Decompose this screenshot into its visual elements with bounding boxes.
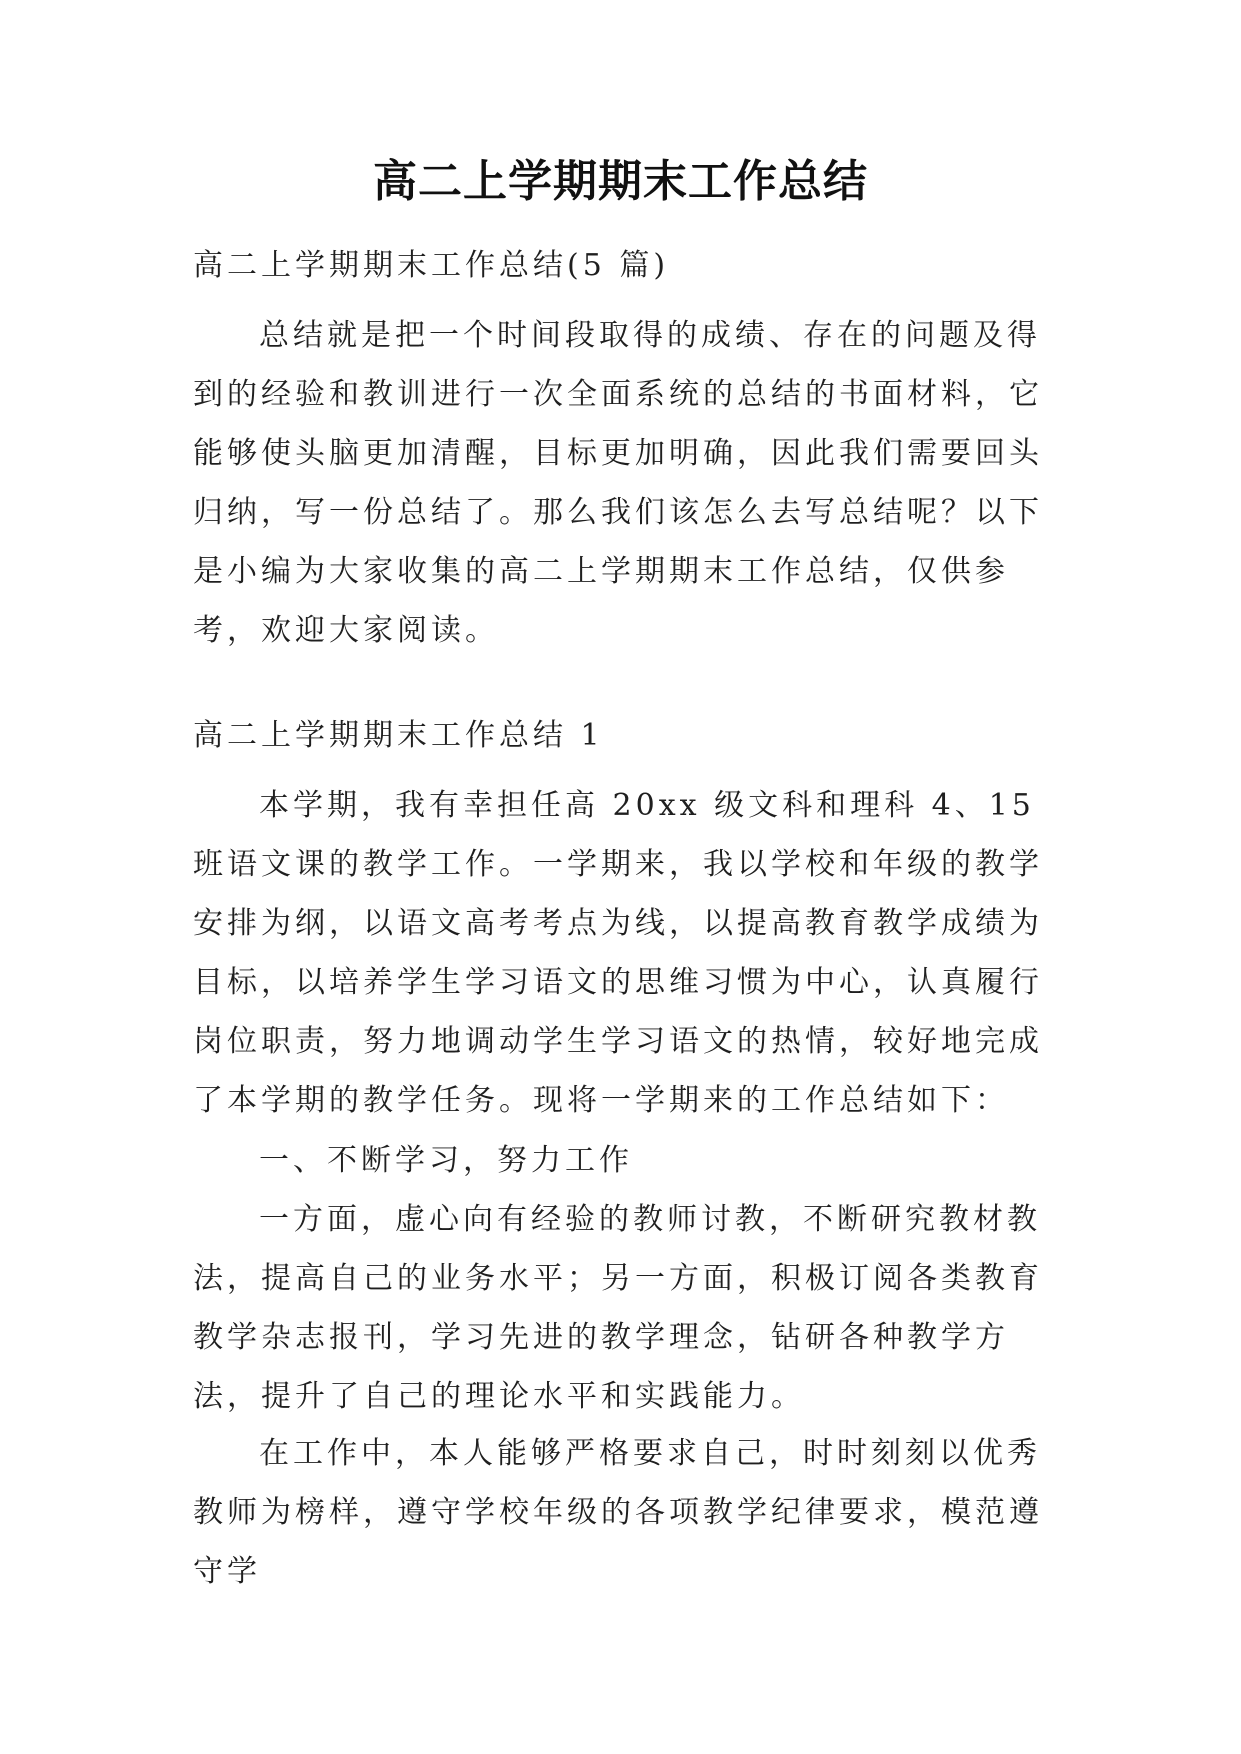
document-title: 高二上学期期末工作总结: [373, 156, 868, 207]
section-heading-1: 高二上学期期末工作总结 1: [193, 718, 604, 753]
section-1-paragraph-2: 一方面，虚心向有经验的教师讨教，不断研究教材教法，提高自己的业务水平；另一方面，积极订阅各类教育教学杂志报刊，学习先进的教学理念，钻研各种教学方法，提升了自己的理论水平和实践能力。: [193, 1202, 1043, 1414]
section-1-subheading-1: 一、不断学习，努力工作: [259, 1143, 633, 1178]
document-subtitle: 高二上学期期末工作总结(5 篇): [193, 248, 670, 283]
section-1-paragraph-1: 本学期，我有幸担任高 20xx 级文科和理科 4、15 班语文课的教学工作。一学期来，我以学校和年级的教学安排为纲，以语文高考考点为线，以提高教育教学成绩为目标，以培养学生学习语文的思维习惯为中心，认真履行岗位职责，努力地调动学生学习语文的热情，较好地完成了本学期的教学任务。现将一学期来的工作总结如下：: [193, 788, 1043, 1118]
section-1-paragraph-3: 在工作中，本人能够严格要求自己，时时刻刻以优秀教师为榜样，遵守学校年级的各项教学纪律要求，模范遵守学: [193, 1436, 1043, 1589]
intro-paragraph: 总结就是把一个时间段取得的成绩、存在的问题及得到的经验和教训进行一次全面系统的总结的书面材料，它能够使头脑更加清醒，目标更加明确，因此我们需要回头归纳，写一份总结了。那么我们该怎么去写总结呢？以下是小编为大家收集的高二上学期期末工作总结，仅供参考，欢迎大家阅读。: [193, 318, 1043, 648]
